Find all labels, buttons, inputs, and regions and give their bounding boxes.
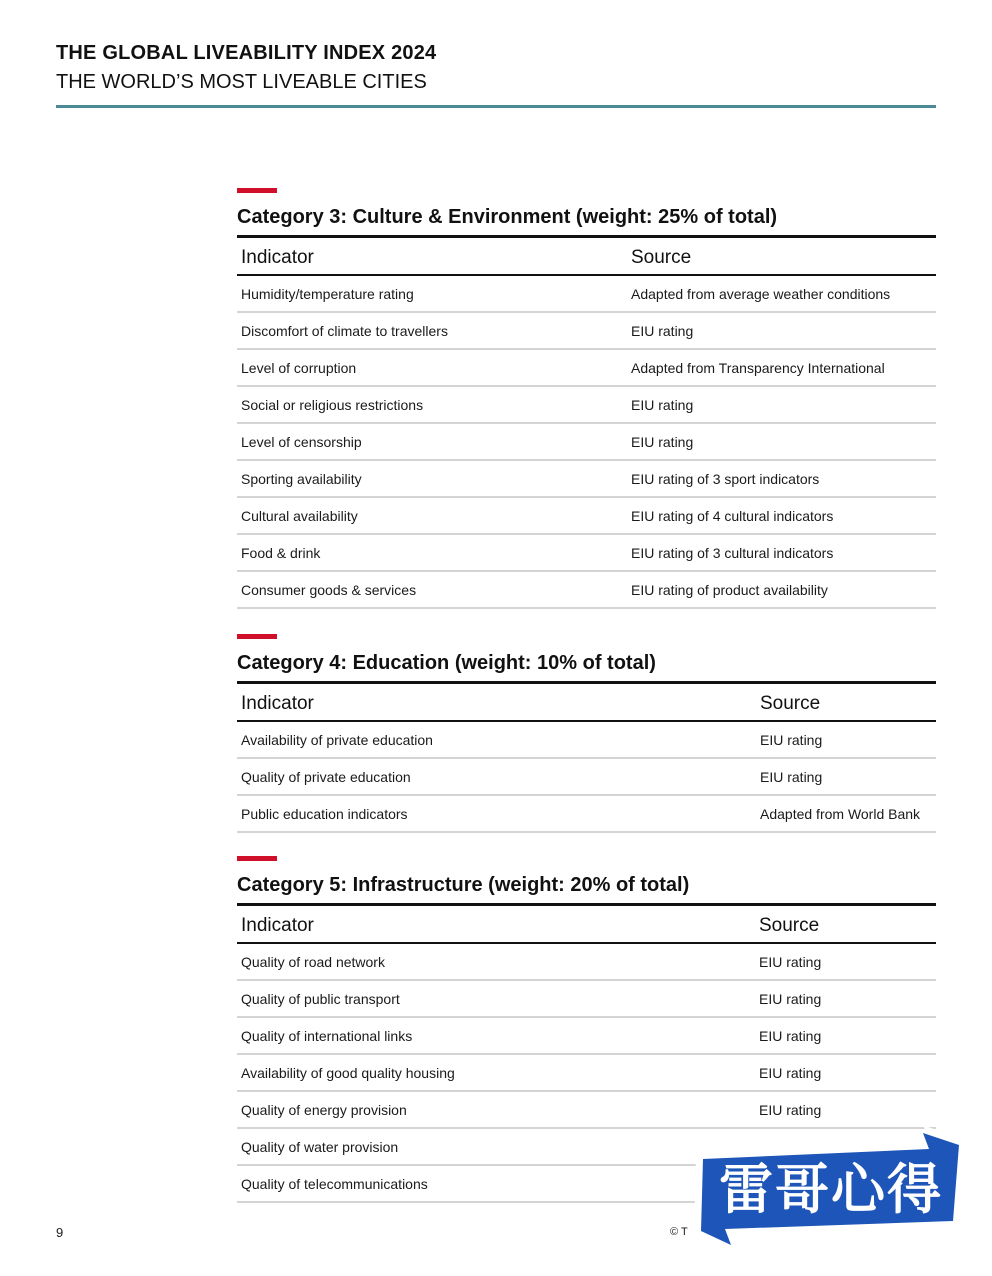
source-cell: Adapted from Transparency International — [627, 349, 936, 386]
indicator-cell: Humidity/temperature rating — [237, 275, 627, 312]
source-cell: EIU rating — [755, 943, 936, 980]
table-row — [237, 795, 936, 832]
indicator-cell: Availability of private education — [237, 721, 756, 758]
source-cell: EIU rating of 3 sport indicators — [627, 460, 936, 497]
indicator-cell: Level of censorship — [237, 423, 627, 460]
indicator-cell: Availability of good quality housing — [237, 1054, 755, 1091]
table-row — [237, 571, 936, 608]
indicator-cell: Social or religious restrictions — [237, 386, 627, 423]
source-cell: EIU rating — [755, 1017, 936, 1054]
source-cell: EIU rating of 4 cultural indicators — [627, 497, 936, 534]
source-cell: EIU rating — [627, 423, 936, 460]
table-row — [237, 423, 936, 460]
indicator-cell: Quality of telecommunications — [237, 1165, 755, 1202]
indicator-cell: Discomfort of climate to travellers — [237, 312, 627, 349]
indicator-cell: Sporting availability — [237, 460, 627, 497]
report-title: THE GLOBAL LIVEABILITY INDEX 2024 — [56, 42, 437, 64]
source-cell: EIU rating — [627, 312, 936, 349]
source-cell: EIU rating — [755, 1054, 936, 1091]
source-cell: EIU rating — [755, 980, 936, 1017]
table-row — [237, 943, 936, 980]
table-row — [237, 1091, 936, 1128]
indicator-column-header: Indicator — [237, 237, 627, 276]
page-number: 9 — [56, 1225, 64, 1240]
category-title: Category 3: Culture & Environment (weight: 25% of total) — [237, 206, 778, 228]
indicator-cell: Quality of private education — [237, 758, 756, 795]
table-row — [237, 497, 936, 534]
indicator-column-header: Indicator — [237, 905, 755, 944]
table-row — [237, 460, 936, 497]
watermark-text: 雷哥心得 — [719, 1158, 943, 1221]
category-4-table — [237, 681, 936, 833]
source-cell: EIU rating — [756, 721, 936, 758]
source-cell: EIU rating — [756, 758, 936, 795]
source-column-header: Source — [756, 683, 936, 722]
indicator-cell: Food & drink — [237, 534, 627, 571]
copyright-text: © T — [670, 1226, 688, 1238]
watermark-logo — [693, 1127, 968, 1253]
source-cell: EIU rating — [627, 386, 936, 423]
table-row — [237, 980, 936, 1017]
category-accent-bar — [237, 634, 277, 639]
table-row — [237, 1054, 936, 1091]
source-cell: EIU rating of 3 cultural indicators — [627, 534, 936, 571]
table-header-row — [237, 683, 936, 722]
indicator-cell: Level of corruption — [237, 349, 627, 386]
category-title: Category 4: Education (weight: 10% of total) — [237, 652, 656, 674]
table-row — [237, 275, 936, 312]
table-row — [237, 1017, 936, 1054]
category-3-table — [237, 235, 936, 609]
source-cell: Adapted from World Bank — [756, 795, 936, 832]
indicator-cell: Consumer goods & services — [237, 571, 627, 608]
table-row — [237, 758, 936, 795]
source-cell: Adapted from average weather conditions — [627, 275, 936, 312]
report-header — [56, 42, 936, 94]
indicator-cell: Quality of international links — [237, 1017, 755, 1054]
source-column-header: Source — [755, 905, 936, 944]
category-title: Category 5: Infrastructure (weight: 20% of total) — [237, 874, 690, 896]
category-4-section — [237, 634, 936, 833]
category-3-section — [237, 188, 936, 609]
indicator-cell: Quality of water provision — [237, 1128, 755, 1165]
indicator-column-header: Indicator — [237, 683, 756, 722]
indicator-cell: Quality of public transport — [237, 980, 755, 1017]
table-row — [237, 349, 936, 386]
indicator-cell: Cultural availability — [237, 497, 627, 534]
indicator-cell: Quality of energy provision — [237, 1091, 755, 1128]
source-cell: EIU rating — [755, 1091, 936, 1128]
category-accent-bar — [237, 188, 277, 193]
indicator-cell: Quality of road network — [237, 943, 755, 980]
source-column-header: Source — [627, 237, 936, 276]
table-row — [237, 534, 936, 571]
table-row — [237, 386, 936, 423]
report-subtitle: THE WORLD’S MOST LIVEABLE CITIES — [56, 71, 427, 93]
category-accent-bar — [237, 856, 277, 861]
table-row — [237, 312, 936, 349]
table-row — [237, 721, 936, 758]
header-divider — [56, 105, 936, 108]
table-header-row — [237, 905, 936, 944]
source-cell: EIU rating of product availability — [627, 571, 936, 608]
indicator-cell: Public education indicators — [237, 795, 756, 832]
table-header-row — [237, 237, 936, 276]
